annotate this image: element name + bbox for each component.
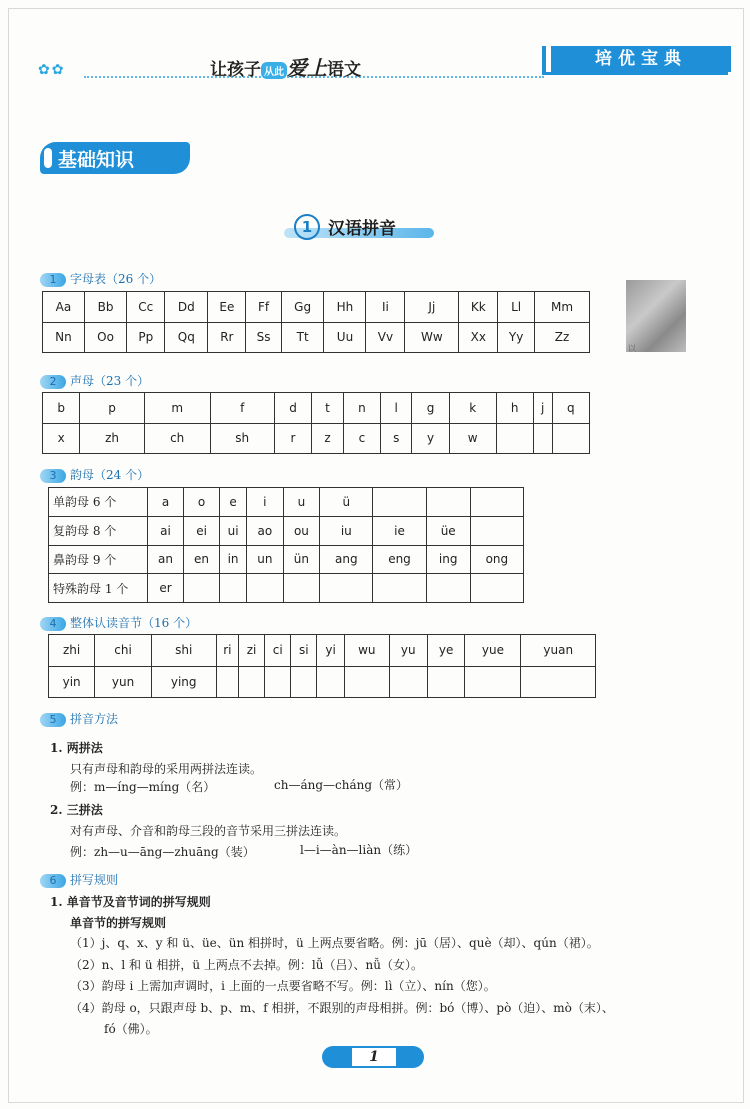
table-cell: Dd — [165, 292, 208, 323]
table-cell — [470, 516, 523, 545]
table-cell: Uu — [324, 322, 366, 353]
table-cell: ing — [426, 545, 470, 574]
brand-love: 爱上 — [287, 56, 327, 80]
table-cell: zh — [80, 423, 144, 454]
table-cell — [184, 574, 220, 603]
table-cell: zhi — [49, 635, 95, 667]
table-cell: Bb — [84, 292, 126, 323]
table-cell: yi — [317, 635, 345, 667]
brand-post: 语文 — [327, 60, 361, 80]
page-number: 1 — [352, 1048, 396, 1066]
table-cell: i — [247, 488, 284, 517]
table-cell: Ee — [208, 292, 246, 323]
table-cell: ying — [151, 666, 216, 698]
table-cell: yue — [465, 635, 521, 667]
table-cell: Nn — [43, 322, 85, 353]
table-cell: eng — [373, 545, 426, 574]
star-decoration-icon: ✿✿ — [38, 62, 66, 78]
table-cell: j — [533, 393, 552, 424]
section-banner — [40, 142, 190, 174]
table-cell: y — [412, 423, 449, 454]
method-1-example-2: ch—áng—cháng（常） — [274, 778, 409, 792]
table-cell: Kk — [459, 292, 498, 323]
table-cell: shi — [151, 635, 216, 667]
table-cell — [470, 488, 523, 517]
table-cell: n — [343, 393, 380, 424]
brand-tag: 从此 — [261, 62, 287, 79]
table-cell: t — [312, 393, 344, 424]
table-cell: chi — [95, 635, 152, 667]
table-cell: en — [184, 545, 220, 574]
table-cell: Oo — [84, 322, 126, 353]
table-cell: üe — [426, 516, 470, 545]
table-cell: b — [43, 393, 80, 424]
table-cell: Jj — [405, 292, 459, 323]
table-cell: Ff — [246, 292, 281, 323]
series-tab: 培优宝典 — [546, 46, 731, 72]
table-cell — [239, 666, 265, 698]
subsection-title: 韵母（24 个） — [70, 468, 150, 482]
table-cell: a — [148, 488, 184, 517]
table-cell: Tt — [281, 322, 324, 353]
table-cell: Cc — [127, 292, 165, 323]
method-2-desc: 对有声母、介音和韵母三段的音节采用三拼法连读。 — [70, 824, 347, 838]
subsection-title: 声母（23 个） — [70, 374, 150, 388]
table-cell — [373, 574, 426, 603]
subsection-title: 拼音方法 — [70, 712, 119, 726]
table-cell: d — [274, 393, 311, 424]
table-cell — [220, 574, 247, 603]
brand-pre: 让孩子 — [210, 60, 261, 80]
table-cell: ri — [216, 635, 239, 667]
chapter-title: 汉语拼音 — [328, 219, 396, 239]
table-cell: Ww — [405, 322, 459, 353]
table-cell — [283, 574, 320, 603]
table-cell: x — [43, 423, 80, 454]
method-2-example-2: l—i—àn—liàn（练） — [300, 843, 418, 857]
table-cell: 鼻韵母 9 个 — [49, 545, 148, 574]
subsection-1-heading — [40, 270, 161, 287]
table-cell: Ii — [366, 292, 405, 323]
table-cell: q — [552, 393, 589, 424]
table-cell: 特殊韵母 1 个 — [49, 574, 148, 603]
table-cell — [465, 666, 521, 698]
subsection-badge: 2 — [40, 375, 66, 389]
table-cell: Ll — [498, 292, 535, 323]
table-cell: Ss — [246, 322, 281, 353]
table-cell: sh — [210, 423, 274, 454]
table-row — [49, 545, 524, 574]
table-cell: Qq — [165, 322, 208, 353]
table-cell: 复韵母 8 个 — [49, 516, 148, 545]
table-cell: ong — [470, 545, 523, 574]
table-cell: yin — [49, 666, 95, 698]
table-cell: e — [220, 488, 247, 517]
subsection-badge: 4 — [40, 617, 66, 631]
table-cell: ci — [264, 635, 291, 667]
subsection-title: 字母表（26 个） — [70, 272, 162, 286]
table-cell: Mm — [535, 292, 590, 323]
section-title: 基础知识 — [58, 149, 135, 171]
table-cell: g — [412, 393, 449, 424]
table-cell: l — [381, 393, 412, 424]
table-cell: z — [312, 423, 344, 454]
rule-item-3: （3）韵母 i 上需加声调时，i 上面的一点要省略不写。例：lì（立）、nín（您）。 — [70, 979, 496, 993]
table-row — [49, 574, 524, 603]
finals-table — [48, 487, 524, 603]
table-row — [43, 423, 590, 454]
table-cell — [552, 423, 589, 454]
table-row — [49, 488, 524, 517]
table-cell — [427, 666, 465, 698]
rule-item-1: （1）j、q、x、y 和 ü、üe、ün 相拼时，ü 上两点要省略。例：jū（居）、què（却）、qún（裙）。 — [70, 936, 599, 950]
table-cell: Vv — [366, 322, 405, 353]
table-cell: ui — [220, 516, 247, 545]
syllables-table — [48, 634, 596, 698]
table-cell — [533, 423, 552, 454]
table-cell: 单韵母 6 个 — [49, 488, 148, 517]
table-row — [49, 635, 596, 667]
table-cell: iu — [320, 516, 373, 545]
table-cell: w — [449, 423, 496, 454]
method-1-example-1: 例：m—íng—míng（名） — [70, 780, 216, 794]
table-cell: ang — [320, 545, 373, 574]
table-cell — [521, 666, 596, 698]
subsection-title: 整体认读音节（16 个） — [70, 616, 198, 630]
table-cell: yu — [389, 635, 427, 667]
table-cell: un — [247, 545, 284, 574]
table-cell: Hh — [324, 292, 366, 323]
table-row — [43, 393, 590, 424]
method-1-desc: 只有声母和韵母的采用两拼法连读。 — [70, 762, 263, 776]
blurred-photo — [626, 280, 686, 352]
table-cell: zi — [239, 635, 265, 667]
table-cell — [320, 574, 373, 603]
subsection-3-heading — [40, 466, 149, 483]
table-row — [43, 292, 590, 323]
table-cell — [373, 488, 426, 517]
table-cell: Xx — [459, 322, 498, 353]
table-row — [49, 666, 596, 698]
table-cell: Rr — [208, 322, 246, 353]
table-cell: ün — [283, 545, 320, 574]
subsection-2-heading — [40, 372, 149, 389]
page-number-badge — [322, 1046, 424, 1068]
table-cell — [317, 666, 345, 698]
table-cell: wu — [344, 635, 389, 667]
table-cell — [496, 423, 533, 454]
table-cell: Gg — [281, 292, 324, 323]
rule-1-title: 1. 单音节及音节词的拼写规则 — [50, 895, 211, 909]
table-cell — [264, 666, 291, 698]
table-cell: ao — [247, 516, 284, 545]
table-cell: o — [184, 488, 220, 517]
table-cell: ü — [320, 488, 373, 517]
method-2-title: 2. 三拼法 — [50, 803, 103, 817]
method-2-example-1: 例：zh—u—āng—zhuāng（装） — [70, 845, 255, 859]
table-cell: ai — [148, 516, 184, 545]
table-cell: Pp — [127, 322, 165, 353]
table-cell: Zz — [535, 322, 590, 353]
table-cell — [470, 574, 523, 603]
initials-table — [42, 392, 590, 454]
table-cell: k — [449, 393, 496, 424]
table-cell: Aa — [43, 292, 85, 323]
subsection-badge: 3 — [40, 469, 66, 483]
book-brand — [210, 52, 361, 81]
table-cell: m — [144, 393, 210, 424]
table-cell: si — [291, 635, 317, 667]
chapter-heading — [284, 212, 434, 240]
table-cell — [426, 488, 470, 517]
table-row — [49, 516, 524, 545]
photo-caption: 以 — [628, 344, 636, 353]
subsection-4-heading — [40, 614, 197, 631]
table-cell — [291, 666, 317, 698]
table-cell: ou — [283, 516, 320, 545]
table-cell: er — [148, 574, 184, 603]
table-cell: ie — [373, 516, 426, 545]
header-rule — [542, 72, 728, 75]
table-cell: yuan — [521, 635, 596, 667]
table-cell: ch — [144, 423, 210, 454]
rule-item-4-cont: fó（佛）。 — [104, 1022, 158, 1036]
table-cell: c — [343, 423, 380, 454]
table-cell — [426, 574, 470, 603]
method-1-title: 1. 两拼法 — [50, 741, 103, 755]
table-row — [43, 322, 590, 353]
alphabet-table — [42, 291, 590, 353]
table-cell: ei — [184, 516, 220, 545]
table-cell: r — [274, 423, 311, 454]
table-cell — [216, 666, 239, 698]
subsection-badge: 6 — [40, 874, 66, 888]
table-cell: h — [496, 393, 533, 424]
subsection-badge: 5 — [40, 713, 66, 727]
subsection-5-heading — [40, 710, 118, 727]
rule-subtitle: 单音节的拼写规则 — [70, 916, 167, 930]
subsection-badge: 1 — [40, 273, 66, 287]
rule-item-2: （2）n、l 和 ü 相拼，ü 上两点不去掉。例：lǚ（吕）、nǚ（女）。 — [70, 958, 423, 972]
table-cell: Yy — [498, 322, 535, 353]
table-cell: yun — [95, 666, 152, 698]
subsection-title: 拼写规则 — [70, 873, 119, 887]
rule-item-4: （4）韵母 o，只跟声母 b、p、m、f 相拼，不跟别的声母相拼。例：bó（博）、pò（迫）、mò（末）、 — [70, 1001, 614, 1015]
chapter-number: 1 — [294, 214, 320, 240]
table-cell: ye — [427, 635, 465, 667]
table-cell: in — [220, 545, 247, 574]
table-cell: u — [283, 488, 320, 517]
table-cell: f — [210, 393, 274, 424]
table-cell: an — [148, 545, 184, 574]
subsection-6-heading — [40, 871, 118, 888]
table-cell — [344, 666, 389, 698]
table-cell: s — [381, 423, 412, 454]
table-cell — [247, 574, 284, 603]
table-cell — [389, 666, 427, 698]
table-cell: p — [80, 393, 144, 424]
